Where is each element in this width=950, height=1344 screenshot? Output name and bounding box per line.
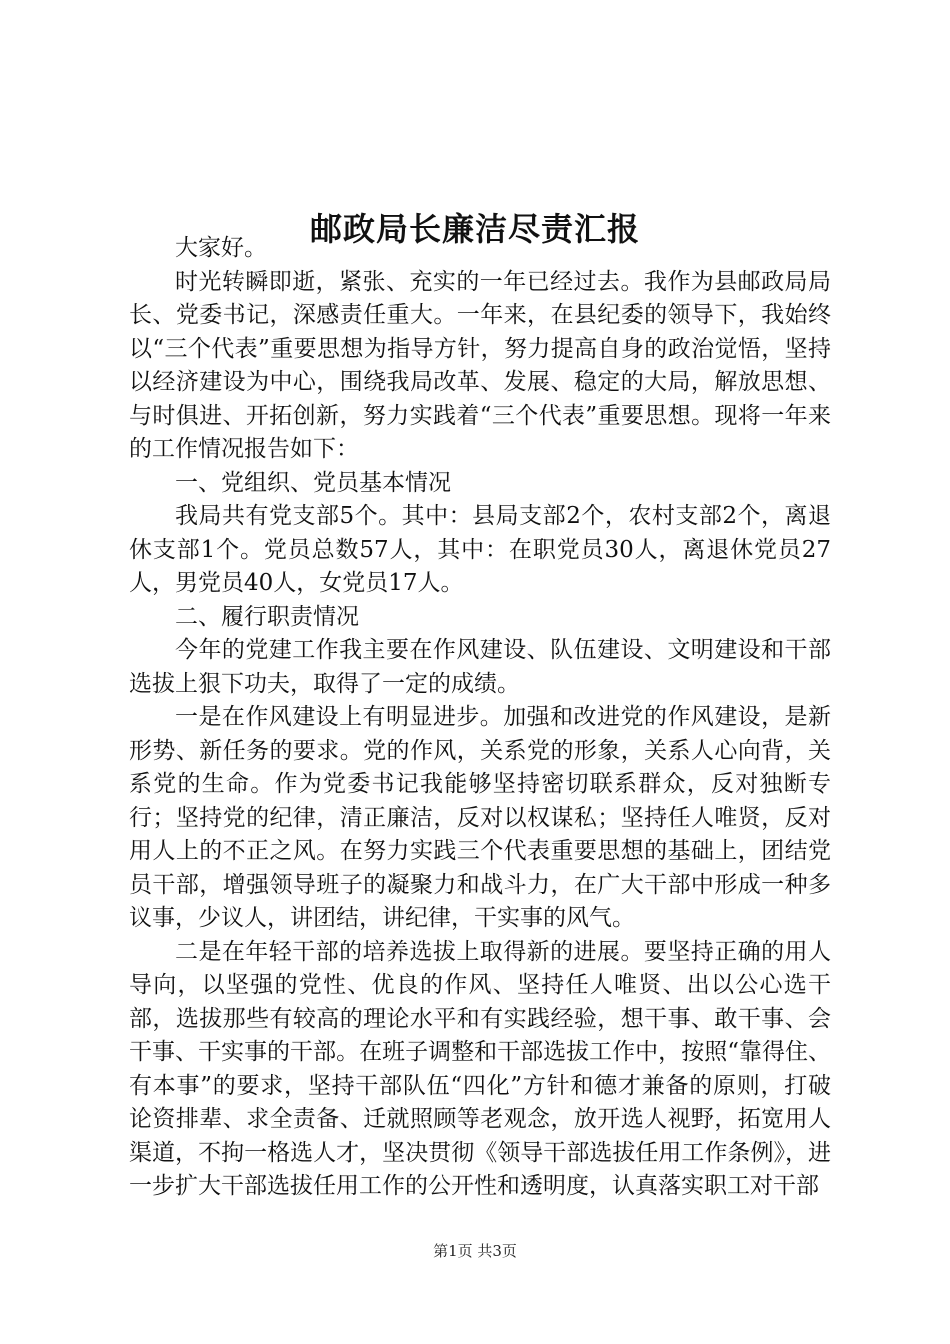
page-title: 邮政局长廉洁尽责汇报 <box>309 210 640 249</box>
page-number-footer: 第1页 共3页 <box>433 1242 517 1260</box>
paragraph-party-statistics: 我局共有党支部5个。其中：县局支部2个，农村支部2个，离退休支部1个。党员总数57人，其中：在职党员30人，离退休党员27人，男党员40人，女党员17人。 <box>129 503 831 596</box>
paragraph-greeting: 大家好。 <box>175 235 267 261</box>
paragraph-duties-summary: 今年的党建工作我主要在作风建设、队伍建设、文明建设和干部选拔上狠下功夫，取得了一定的成绩。 <box>129 637 831 697</box>
document-body <box>129 232 831 1204</box>
paragraph-work-style: 一是在作风建设上有明显进步。加强和改进党的作风建设，是新形势、新任务的要求。党的作风，关系党的形象，关系人心向背，关系党的生命。作为党委书记我能够坚持密切联系群众，反对独断专行；坚持党的纪律，清正廉洁，反对以权谋私；坚持任人唯贤，反对用人上的不正之风。在努力实践三个代表重要思想的基础上，团结党员干部，增强领导班子的凝聚力和战斗力，在广大干部中形成一种多议事，少议人，讲团结，讲纪律，干实事的风气。 <box>129 704 831 931</box>
paragraph-intro: 时光转瞬即逝，紧张、充实的一年已经过去。我作为县邮政局局长、党委书记，深感责任重大。一年来，在县纪委的领导下，我始终以“三个代表”重要思想为指导方针，努力提高自身的政治觉悟，坚持以经济建设为中心，围绕我局改革、发展、稳定的大局，解放思想、与时俱进、开拓创新，努力实践着“三个代表”重要思想。现将一年来的工作情况报告如下： <box>129 268 831 462</box>
section-heading-duties: 二、履行职责情况 <box>175 603 359 630</box>
paragraph-cadre-selection: 二是在年轻干部的培养选拔上取得新的进展。要坚持正确的用人导向，以坚强的党性、优良的作风、坚持任人唯贤、出以公心选干部，选拔那些有较高的理论水平和有实践经验，想干事、敢干事、会干事、干实事的干部。在班子调整和干部选拔工作中，按照“靠得住、有本事”的要求，坚持干部队伍“四化”方针和德才兼备的原则，打破论资排辈、求全责备、迁就照顾等老观念，放开选人视野，拓宽用人渠道，不拘一格选人才，坚决贯彻《领导干部选拔任用工作条例》，进一步扩大干部选拔任用工作的公开性和透明度，认真落实职工对干部 <box>129 938 831 1199</box>
section-heading-party-organization: 一、党组织、党员基本情况 <box>175 469 451 496</box>
